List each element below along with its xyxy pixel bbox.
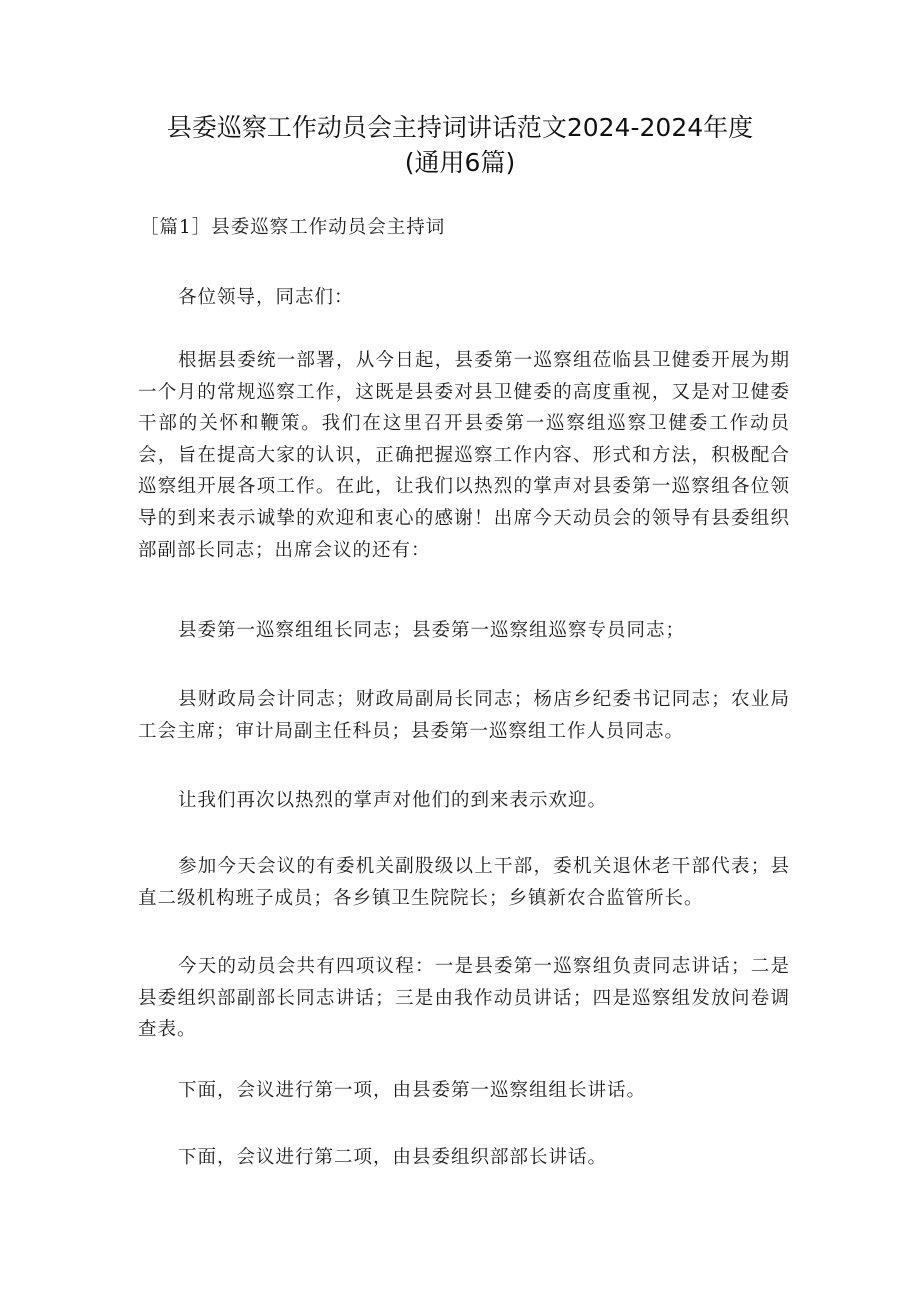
paragraph-item-two: 下面，会议进行第二项，由县委组织部部长讲话。 [178,1147,608,1168]
section-heading: ［篇1］县委巡察工作动员会主持词 [140,217,446,238]
paragraph-participants: 参加今天会议的有委机关副股级以上干部，委机关退休老干部代表；县直二级机构班子成员；各乡镇卫生院院长；乡镇新农合监管所长。 [138,856,790,909]
document-title-line-2: (通用6篇) [404,148,516,177]
paragraph-greeting: 各位领导，同志们： [178,287,354,308]
document-title-line-1: 县委巡察工作动员会主持词讲话范文2024-2024年度 [166,113,754,142]
paragraph-opening: 根据县委统一部署，从今日起，县委第一巡察组莅临县卫健委开展为期一个月的常规巡察工作，这既是县委对县卫健委的高度重视，又是对卫健委干部的关怀和鞭策。我们在这里召开县委第一巡察组巡察卫健委工作动员会，旨在提高大家的认识，正确把握巡察工作内容、形式和方法，积极配合巡察组开展各项工作。在此，让我们以热烈的掌声对县委第一巡察组各位领导的到来表示诚挚的欢迎和衷心的感谢！出席今天动员会的领导有县委组织部副部长同志；出席会议的还有： [138,350,790,561]
paragraph-item-one: 下面，会议进行第一项，由县委第一巡察组组长讲话。 [178,1080,647,1101]
paragraph-welcome: 让我们再次以热烈的掌声对他们的到来表示欢迎。 [178,790,608,811]
paragraph-inspection-team: 县委第一巡察组组长同志；县委第一巡察组巡察专员同志； [178,620,686,641]
paragraph-attendees: 县财政局会计同志；财政局副局长同志；杨店乡纪委书记同志；农业局工会主席；审计局副主任科员；县委第一巡察组工作人员同志。 [138,689,790,742]
paragraph-agenda: 今天的动员会共有四项议程：一是县委第一巡察组负责同志讲话；二是县委组织部副部长同志讲话；三是由我作动员讲话；四是巡察组发放问卷调查表。 [138,956,790,1041]
